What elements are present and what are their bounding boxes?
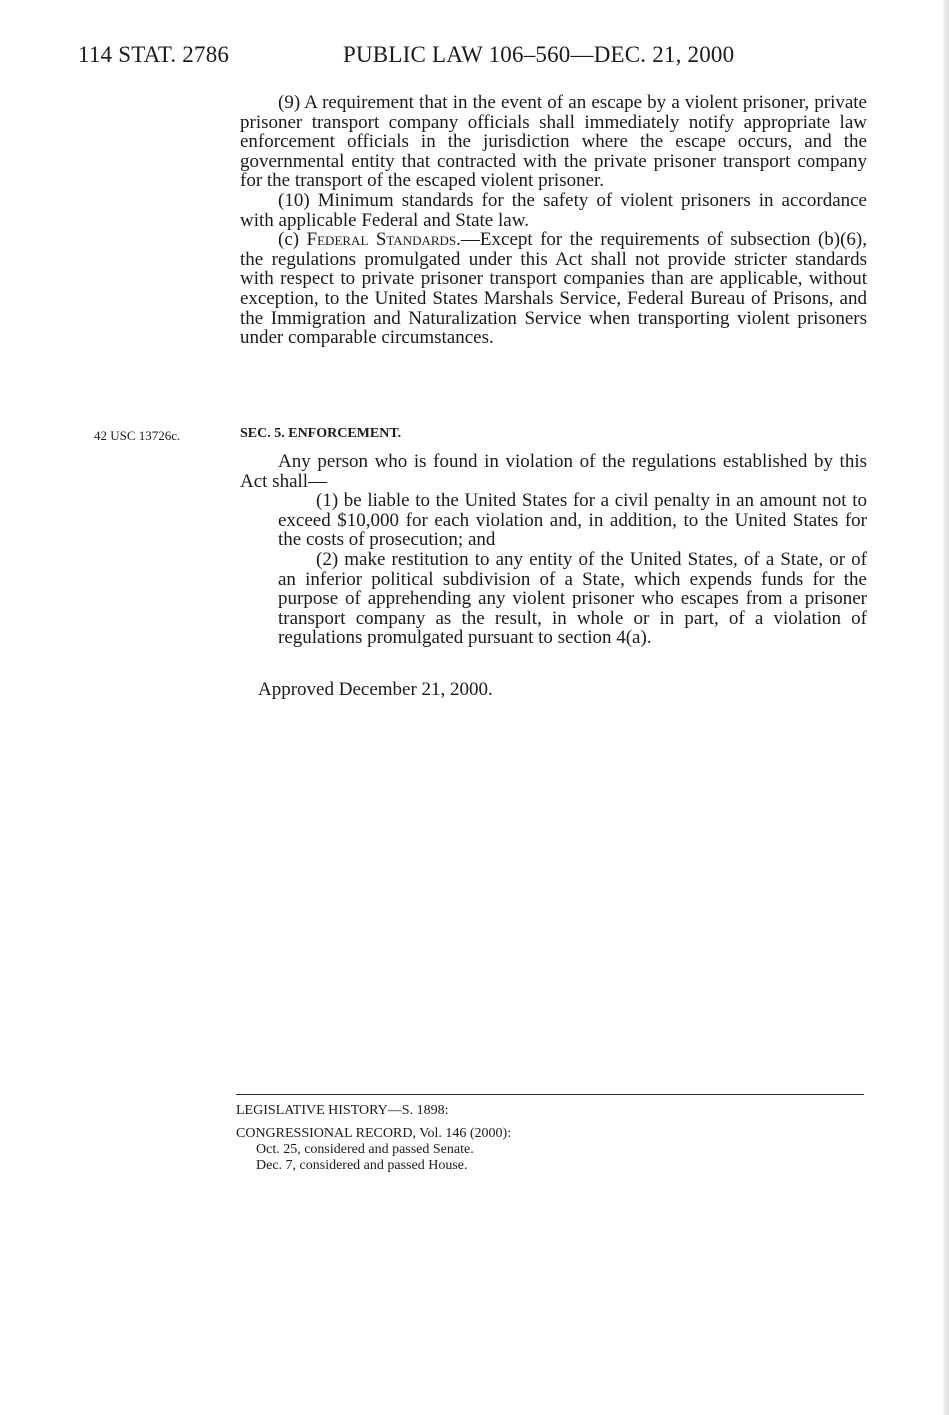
paragraph-10: (10) Minimum standards for the safety of violent prisoners in accordance with applicable Federal and State law. (240, 189, 867, 231)
subsection-c-heading: Federal Standards. (306, 229, 461, 251)
subsection-c-text: —Except for the requirements of subsection (b)(6), the regulations promulgated under this Act shall not provide stricter standards with respect to private prisoner transport companies than are applicable, without exception, to the United States Marshals Service, Federal Bureau of Prisons, and the Immigration and Naturalization Service when transporting violent prisoners under comparable circumstances. (240, 229, 868, 349)
legislative-history-title: LEGISLATIVE HISTORY—S. 1898: (236, 1103, 449, 1118)
usc-margin-note: 42 USC 13726c. (94, 428, 181, 443)
footer-divider (236, 1094, 864, 1095)
congressional-record: CONGRESSIONAL RECORD, Vol. 146 (2000): (236, 1126, 512, 1141)
subsection-b-continued (240, 93, 867, 348)
paragraph-9: (9) A requirement that in the event of an escape by a violent prisoner, private prisoner transport company officials shall immediately notify appropriate law enforcement officials in the jurisdiction where the escape occurs, and the governmental entity that contracted with the private prisoner transport company for the transport of the escaped violent prisoner. (240, 92, 867, 192)
section-5-heading: SEC. 5. ENFORCEMENT. (240, 426, 402, 441)
stat-citation: 114 STAT. 2786 (78, 42, 230, 67)
subsection-c (240, 230, 867, 348)
public-law-title: PUBLIC LAW 106–560—DEC. 21, 2000 (343, 42, 735, 67)
page-edge-shadow (943, 0, 949, 1415)
history-entry: Oct. 25, considered and passed Senate. (256, 1142, 474, 1157)
approval-date: Approved December 21, 2000. (258, 679, 493, 700)
legislative-history (236, 1102, 511, 1174)
page-header (78, 42, 778, 72)
section-5-item-1: (1) be liable to the United States for a civil penalty in an amount not to exceed $10,000 for each violation and, in addition, to the United States for the costs of prosecution; and (278, 490, 867, 551)
subsection-c-label: (c) (278, 229, 307, 251)
section-5-intro: Any person who is found in violation of the regulations established by this Act shall— (240, 451, 867, 492)
section-5-item-2: (2) make restitution to any entity of the United States, of a State, or of an inferior political subdivision of a State, which expends funds for the purpose of apprehending any violent prisoner who escapes from a prisoner transport company as the result, in whole or in part, of a violation of regulations promulgated pursuant to section 4(a). (278, 548, 867, 649)
section-5-body (240, 452, 867, 648)
history-entry: Dec. 7, considered and passed House. (256, 1158, 468, 1173)
